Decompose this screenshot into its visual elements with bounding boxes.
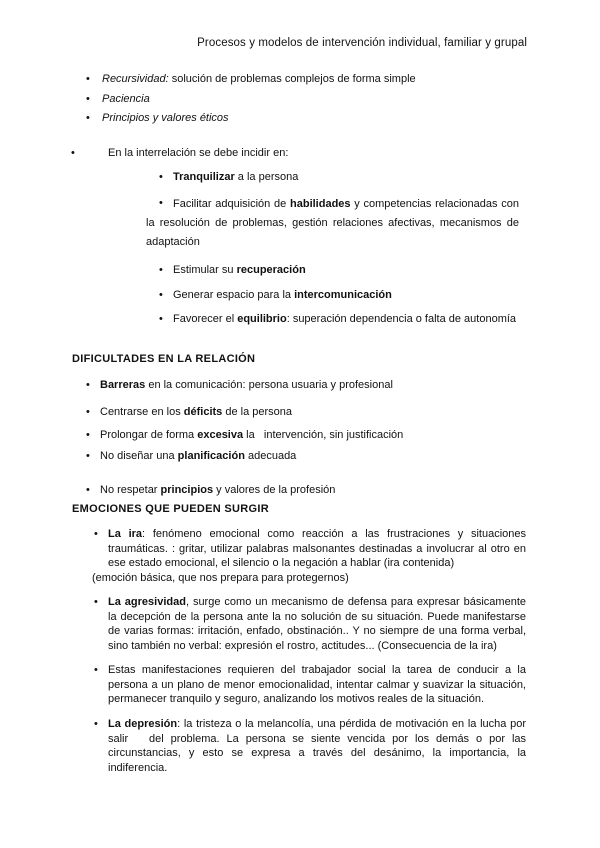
bullet: • (86, 73, 90, 85)
list-item (173, 263, 306, 277)
item-label: Principios y valores éticos (102, 112, 229, 124)
item-text: adecuada (244, 450, 297, 462)
bullet: • (86, 379, 90, 391)
item-text: No diseñar una (100, 450, 178, 462)
item-text: , surge como un mecanismo de defensa para expresar básicamente la decepción de la persona ante la no solución de su situación. Puede manifestarse de varias formas: irritación, enfado, obstinación.. Y no siempre de una forma verbal, sino también no verbal: expresión el rostro, actitudes... (Consecuencia de la ira) (108, 596, 526, 652)
item-text: Generar espacio para la (173, 289, 295, 301)
list-item (102, 92, 150, 106)
bullet: • (86, 429, 90, 441)
item-text: a la persona (234, 171, 299, 183)
item-text: en la comunicación: persona usuaria y profesional (145, 379, 393, 391)
list-item (102, 111, 229, 125)
list-item (108, 717, 530, 775)
bullet: • (159, 289, 163, 301)
item-label: Paciencia (102, 93, 150, 105)
item-bold: excesiva (197, 429, 244, 441)
bullet: • (86, 484, 90, 496)
list-item (100, 428, 403, 442)
item-text: Favorecer el (173, 313, 238, 325)
list-item (173, 312, 516, 326)
list-item (108, 595, 526, 653)
item-bold: recuperación (236, 264, 306, 276)
bullet: • (86, 450, 90, 462)
item-text: Prolongar de forma (100, 429, 198, 441)
list-item (102, 72, 416, 86)
item-label: Recursividad: (102, 73, 169, 85)
item-bold: equilibrio (237, 313, 287, 325)
list-item (100, 483, 335, 497)
item-bold: Barreras (100, 379, 146, 391)
bullet: • (71, 147, 75, 159)
list-item (108, 527, 526, 571)
bullet: • (94, 718, 98, 730)
item-bold: planificación (177, 450, 245, 462)
item-bold: principios (160, 484, 214, 496)
bullet: • (94, 596, 98, 608)
emotion-note: (emoción básica, que nos prepara para protegernos) (92, 572, 349, 584)
list-item (173, 170, 298, 184)
item-text: y competencias relacionadas con la resolución de problemas, gestión relaciones afectivas, mecanismos de adaptación (146, 198, 519, 248)
bullet: • (159, 197, 163, 209)
list-item (108, 663, 526, 707)
item-bold: La agresividad (108, 596, 186, 608)
bullet: • (86, 93, 90, 105)
item-text: Facilitar adquisición de (173, 198, 291, 210)
item-bold: déficits (183, 406, 223, 418)
bullet: • (159, 171, 163, 183)
list-item (146, 195, 519, 252)
item-text: : la tristeza o la melancolía, una pérdida de motivación en la lucha por salir del problema. La persona se siente vencida por los demás o por las circunstancias, y esto se expresa a través del desánimo, la importancia, la indiferencia. (108, 718, 530, 774)
item-text: y valores de la profesión (213, 484, 336, 496)
item-text: Estas manifestaciones requieren del trabajador social la tarea de conducir a la persona a un plano de menor emocionalidad, intentar calmar y suavizar la situación, permanecer tranquilo y seguro, analizando los motivos reales de la situación. (108, 664, 526, 705)
running-header: Procesos y modelos de intervención individual, familiar y grupal (197, 37, 527, 49)
bullet: • (159, 264, 163, 276)
bullet: • (159, 313, 163, 325)
list-item (100, 449, 296, 463)
item-text: la intervención, sin justificación (243, 429, 404, 441)
interrelation-intro: En la interrelación se debe incidir en: (108, 147, 289, 159)
bullet: • (94, 664, 98, 676)
item-text: de la persona (222, 406, 292, 418)
item-text: : superación dependencia o falta de autonomía (286, 313, 517, 325)
list-item (100, 405, 292, 419)
section-heading: EMOCIONES QUE PUEDEN SURGIR (72, 503, 269, 515)
item-text: Centrarse en los (100, 406, 184, 418)
bullet: • (86, 112, 90, 124)
section-heading: DIFICULTADES EN LA RELACIÓN (72, 353, 256, 365)
list-item (100, 378, 393, 392)
item-text: No respetar (100, 484, 161, 496)
bullet: • (86, 406, 90, 418)
item-text: : fenómeno emocional como reacción a las frustraciones y situaciones traumáticas. : gritar, utilizar palabras malsonantes destinadas a involucrar al otro en ese estado emocional, el silencio o la negación a hablar (ira contenida) (108, 528, 526, 569)
item-bold: Tranquilizar (173, 171, 235, 183)
item-bold: habilidades (290, 198, 351, 210)
item-bold: intercomunicación (294, 289, 392, 301)
list-item (173, 288, 392, 302)
item-text: solución de problemas complejos de forma simple (168, 73, 416, 85)
bullet: • (94, 528, 98, 540)
item-bold: La ira (108, 528, 143, 540)
item-bold: La depresión (108, 718, 178, 730)
item-text: Estimular su (173, 264, 237, 276)
